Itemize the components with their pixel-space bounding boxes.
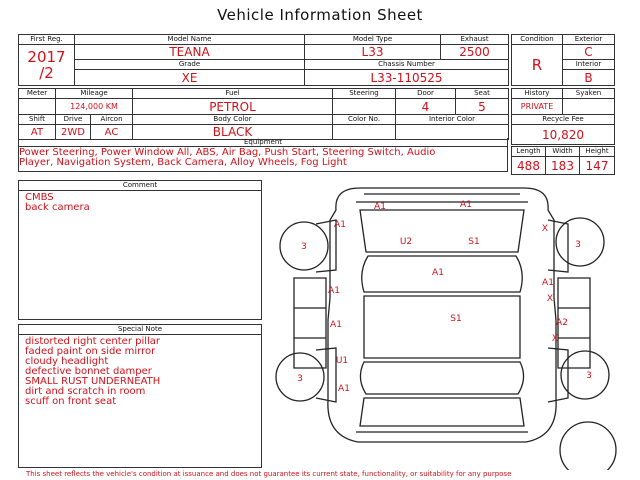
special-note-line: distorted right center pillar [25, 336, 161, 347]
interior-color-label: Interior Color [396, 115, 509, 125]
hood-outline [360, 210, 524, 252]
damage-mark: A1 [334, 220, 346, 230]
damage-mark: 3 [586, 371, 592, 381]
model-table [18, 34, 509, 86]
disclaimer-footer: This sheet reflects the vehicle's condition at issuance and does not guarantee its current state, functionality, or suitability for any purpose [26, 470, 512, 478]
door-label: Door [396, 89, 456, 99]
model-type-label: Model Type [305, 35, 441, 45]
history-label: History [512, 89, 563, 99]
equipment-text [19, 148, 509, 168]
spare-tire [560, 422, 616, 470]
damage-mark: S1 [468, 237, 480, 247]
special-note-line: cloudy headlight [25, 356, 109, 367]
mileage-label: Mileage [56, 89, 133, 99]
first-reg-label: First Reg. [19, 35, 75, 45]
sheet-title: Vehicle Information Sheet [217, 6, 423, 24]
body-color-value: BLACK [133, 125, 333, 140]
damage-mark: U1 [335, 356, 349, 366]
special-note-box [18, 324, 262, 468]
syaken-value [563, 99, 615, 115]
steering-value [333, 99, 396, 115]
chassis-value: L33-110525 [305, 70, 509, 86]
body-color-label: Body Color [133, 115, 333, 125]
exterior-label: Exterior [563, 35, 615, 45]
trunk-outline [360, 398, 524, 426]
special-note-text [19, 335, 261, 409]
model-name-value: TEANA [75, 45, 305, 60]
first-reg-value [19, 45, 75, 86]
exhaust-label: Exhaust [441, 35, 509, 45]
grade-label: Grade [75, 60, 305, 70]
comment-text [19, 191, 261, 215]
model-type-value: L33 [305, 45, 441, 60]
exhaust-value: 2500 [441, 45, 509, 60]
length-label: Length [512, 147, 546, 157]
special-note-line: defective bonnet damper [25, 366, 152, 377]
exterior-value: C [563, 45, 615, 60]
shift-value: AT [19, 125, 56, 140]
comment-line: CMBS [25, 192, 54, 203]
width-label: Width [546, 147, 580, 157]
fuel-value: PETROL [133, 99, 333, 115]
meter-label: Meter [19, 89, 56, 99]
damage-mark: X [546, 294, 554, 304]
model-name-label: Model Name [75, 35, 305, 45]
damage-mark: 3 [297, 374, 303, 384]
shift-label: Shift [19, 115, 56, 125]
damage-mark: A1 [542, 278, 554, 288]
roof-outline [364, 296, 520, 358]
height-value: 147 [580, 157, 615, 175]
first-reg-month: /2 [39, 64, 54, 82]
height-label: Height [580, 147, 615, 157]
chassis-label: Chassis Number [305, 60, 509, 70]
condition-label: Condition [512, 35, 563, 45]
damage-mark: A1 [338, 384, 350, 394]
damage-mark: A1 [432, 268, 444, 278]
comment-line: back camera [25, 202, 90, 213]
aircon-label: Aircon [91, 115, 133, 125]
history-table [511, 88, 615, 145]
first-reg-year: 2017 [27, 48, 66, 66]
dimensions-table [511, 146, 615, 175]
special-note-line: faded paint on side mirror [25, 346, 156, 357]
front-bumper [356, 194, 528, 202]
length-value: 488 [512, 157, 546, 175]
width-value: 183 [546, 157, 580, 175]
special-note-label: Special Note [19, 325, 261, 335]
mileage-value: 124,000 KM [56, 99, 133, 115]
equipment-label: Equipment [19, 138, 507, 147]
condition-table [511, 34, 615, 86]
special-note-line: SMALL RUST UNDERNEATH [25, 376, 161, 387]
equipment-line-2: Player, Navigation System, Back Camera, Alloy Wheels, Fog Light [19, 157, 347, 168]
damage-mark: 3 [301, 242, 307, 252]
interior-label: Interior [563, 60, 615, 70]
seat-value: 5 [456, 99, 509, 115]
damage-mark: X [551, 334, 559, 344]
rear-window [360, 362, 523, 394]
interior-value: B [563, 70, 615, 86]
condition-value: R [512, 45, 563, 86]
meter-value [19, 99, 56, 115]
spec-table [18, 88, 509, 140]
drive-value: 2WD [56, 125, 91, 140]
damage-mark: 3 [575, 240, 581, 250]
drive-label: Drive [56, 115, 91, 125]
comment-box [18, 180, 262, 320]
color-no-label: Color No. [333, 115, 396, 125]
grade-value: XE [75, 70, 305, 86]
damage-mark: X [541, 224, 549, 234]
special-note-line: scuff on front seat [25, 396, 117, 407]
special-note-line: dirt and scratch in room [25, 386, 146, 397]
syaken-label: Syaken [563, 89, 615, 99]
comment-label: Comment [19, 181, 261, 191]
aircon-value: AC [91, 125, 133, 140]
recycle-fee-value: 10,820 [512, 125, 615, 145]
damage-mark: A1 [374, 202, 386, 212]
door-value: 4 [396, 99, 456, 115]
fuel-label: Fuel [133, 89, 333, 99]
damage-mark: U2 [399, 237, 413, 247]
damage-mark: S1 [450, 314, 462, 324]
damage-mark: A2 [556, 318, 568, 328]
equipment-line-1: Power Steering, Power Window All, ABS, Air Bag, Push Start, Steering Switch, Audio [19, 147, 436, 158]
steering-label: Steering [333, 89, 396, 99]
damage-mark: A1 [460, 200, 472, 210]
damage-mark: A1 [330, 320, 342, 330]
seat-label: Seat [456, 89, 509, 99]
history-value: PRIVATE [512, 99, 563, 115]
recycle-fee-label: Recycle Fee [512, 115, 615, 125]
damage-mark: A1 [328, 286, 340, 296]
